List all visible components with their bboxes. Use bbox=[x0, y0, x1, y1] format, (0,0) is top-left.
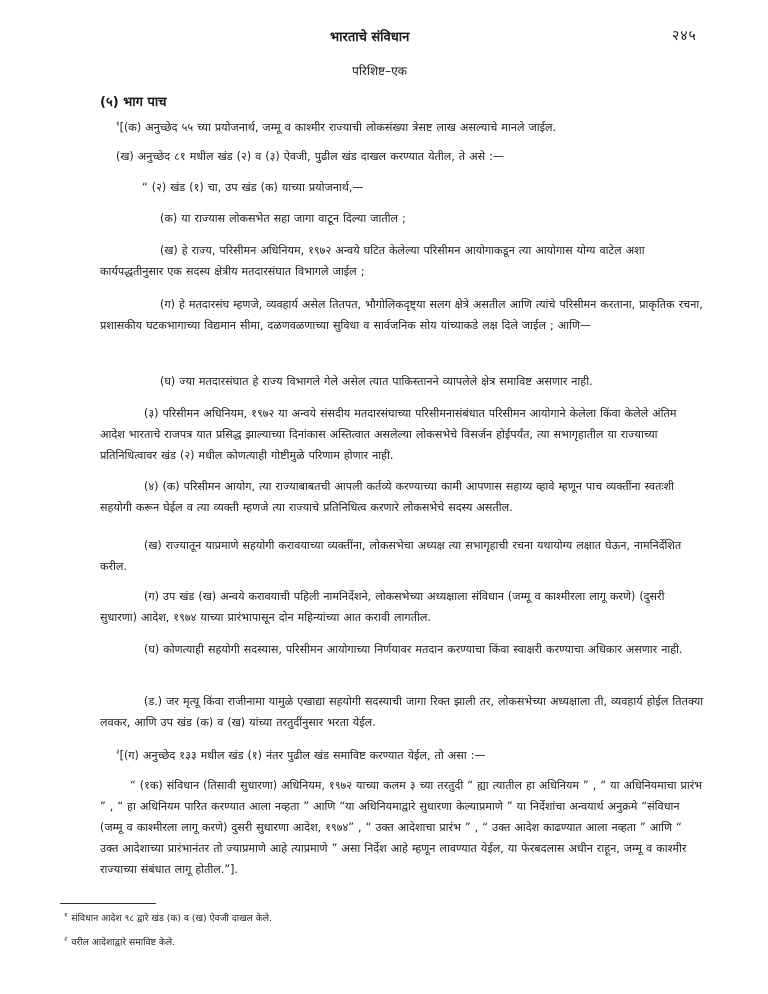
sub-clause-3: (३) परिसीमन अधिनियम, १९७२ या अन्वये संसदीय मतदारसंघाच्या परिसीमनासंबंधात परिसीमन आयोगाने केलेला किंवा केलेले अंतिम आदेश भारताचे राजपत्र यात प्रसिद्ध झाल्याच्या दिनांकास अस्तित्वात असलेल्या लोकसभेचे विसर्जन होईपर्यंत, त्या सभागृहातील या राज्याच्या प्रतिनिधित्वावर खंड (२) मधील कोणत्याही गोष्टीमुळे परिणाम होणार नाही. bbox=[100, 407, 677, 462]
footnote-1: $^१$ संविधान आदेश ९८ द्वारे खंड (क) व (ख) ऐवजी दाखल केले. bbox=[64, 911, 272, 924]
item-kha-delimitation: (ख) हे राज्य, परिसीमन अधिनियम, १९७२ अन्वये घटित केलेल्या परिसीमन आयोगाकडून त्या आयोगास योग्य वाटेल अशा कार्यपद्धतीनुसार एक सदस्य क्षेत्रीय मतदारसंघात विभागले जाईल ; bbox=[100, 244, 645, 278]
clause-ga-133: $^२$[(ग) अनुच्छेद १३३ मधील खंड (१) नंतर पुढील खंड समाविष्ट करण्यात येईल, तो असा :— bbox=[116, 748, 486, 762]
footnote-2: $^२$ वरील आदेशाद्वारे समाविष्ट केले. bbox=[64, 935, 176, 948]
clause-ka-55: $^१$[(क) अनुच्छेद ५५ च्या प्रयोजनार्थ, जम्मू व काश्मीर राज्याची लोकसंख्या त्रेसष्ट लाख असल्याचे मानले जाईल. bbox=[116, 120, 557, 134]
sub-clause-4-gha: (घ) कोणत्याही सहयोगी सदस्यास, परिसीमन आयोगाच्या निर्णयावर मतदान करण्याचा किंवा स्वाक्षरी करण्याचा अधिकार असणार नाही. bbox=[144, 643, 683, 656]
footnote-ref: १ bbox=[116, 120, 120, 128]
item-ka-seats: (क) या राज्यास लोकसभेत सहा जागा वाटून दिल्या जातील ; bbox=[160, 212, 406, 225]
item-gha-occupied-area: (घ) ज्या मतदारसंघात हे राज्य विभागले गेले असेल त्यात पाकिस्तानने व्यापलेले क्षेत्र समाविष्ट असणार नाही. bbox=[160, 375, 593, 388]
sub-clause-4-ga: (ग) उप खंड (ख) अन्वये करावयाची पहिली नामनिर्देशने, लोकसभेच्या अध्यक्षाला संविधान (जम्मू व काश्मीरला लागू करणे) (दुसरी सुधारणा) आदेश, १९७४ याच्या प्रारंभापासून दोन महिन्यांच्या आत करावी लागतील. bbox=[100, 590, 665, 624]
page-number: २४५ bbox=[672, 28, 697, 44]
running-header-title: भारताचे संविधान bbox=[330, 30, 410, 45]
sub-clause-4-nga: (ड.) जर मृत्यू किंवा राजीनामा यामुळे एखाद्या सहयोगी सदस्याची जागा रिक्त झाली तर, लोकसभेच्या अध्यक्षाला ती, व्यवहार्य होईल तितक्या लवकर, आणि उप खंड (क) व (ख) यांच्या तरतुदींनुसार भरता येईल. bbox=[100, 695, 704, 729]
item-ga-constituencies: (ग) हे मतदारसंघ म्हणजे, व्यवहार्य असेल तितपत, भौगोलिकदृष्ट्या सलग क्षेत्रे असतील आणि त्यांचे परिसीमन करताना, प्राकृतिक रचना, प्रशासकीय घटकभागाच्या विद्यमान सीमा, दळणवळणाच्या सुविधा व सार्वजनिक सोय यांच्याकडे लक्ष दिले जाईल ; आणि— bbox=[100, 298, 703, 332]
footnote-separator bbox=[60, 903, 156, 904]
clause-kha-81: (ख) अनुच्छेद ८१ मधील खंड (२) व (३) ऐवजी, पुढील खंड दाखल करण्यात येतील, ते असे :— bbox=[116, 150, 504, 163]
section-heading: (५) भाग पाच bbox=[100, 95, 167, 110]
clause-1ka: “ (१क) संविधान (तिसावी सुधारणा) अधिनियम, १९७२ याच्या कलम ३ च्या तरतुदी “ ह्या त्यातील हा अधिनियम ” , “ या अधिनियमाचा प्रारंभ ” , “ हा अधिनियम पारित करण्यात आला नव्हता ” आणि “या अधिनियमाद्वारे सुधारणा केल्याप्रमाणे ” या निर्देशांचा अन्वयार्थ अनुक्रमे “संविधान (जम्मू व काश्मीरला लागू करणे) दुसरी सुधारणा आदेश, १९७४” , “ उक्त आदेशाचा प्रारंभ ” , “ उक्त आदेश काढण्यात आला नव्हता ” आणि “ उक्त आदेशाच्या प्रारंभानंतर तो ज्याप्रमाणे आहे त्याप्रमाणे ” असा निर्देश आहे म्हणून लावण्यात येईल, या फेरबदलास अधीन राहून, जम्मू व काश्मीर राज्याच्या संबंधात लागू होतील.”]. bbox=[100, 779, 703, 876]
appendix-title: परिशिष्ट–एक bbox=[352, 64, 407, 78]
sub-clause-4-ka: (४) (क) परिसीमन आयोग, त्या राज्याबाबतची आपली कर्तव्ये करण्याच्या कामी आपणास सहाय्य व्हावे म्हणून पाच व्यक्तींना स्वतःशी सहयोगी करून घेईल व त्या व्यक्ती म्हणजे त्या राज्याचे प्रतिनिधित्व करणारे लोकसभेचे सदस्य असतील. bbox=[100, 480, 675, 514]
sub-clause-2: “ (२) खंड (१) चा, उप खंड (क) याच्या प्रयोजनार्थ,— bbox=[142, 181, 364, 194]
footnote-ref: २ bbox=[116, 748, 120, 756]
sub-clause-4-kha: (ख) राज्यातून याप्रमाणे सहयोगी करावयाच्या व्यक्तींना, लोकसभेचा अध्यक्ष त्या सभागृहाची रचना यथायोग्य लक्षात घेऊन, नामनिर्देशित करील. bbox=[100, 539, 682, 573]
